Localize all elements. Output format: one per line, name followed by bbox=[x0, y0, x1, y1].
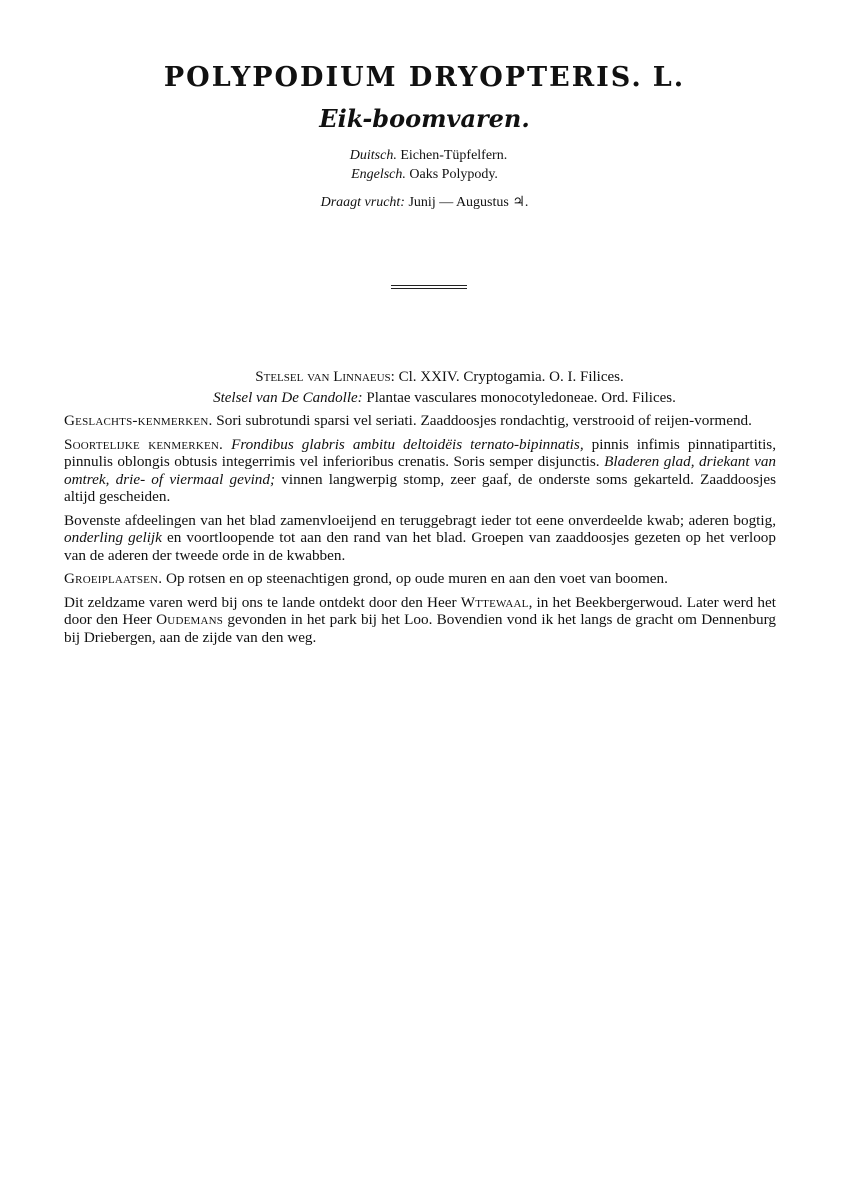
finder-name: Oudemans bbox=[156, 611, 224, 628]
discoverer-name: Wttewaal bbox=[460, 593, 529, 611]
habitat-text: Op rotsen en op steenachtigen grond, op oude muren en aan den voet van boomen. bbox=[166, 570, 668, 587]
english-name-line bbox=[0, 167, 849, 183]
english-label: Engelsch. bbox=[351, 167, 406, 182]
german-label: Duitsch. bbox=[349, 148, 397, 163]
german-name-line bbox=[0, 148, 849, 164]
english-name: Oaks Polypody. bbox=[409, 167, 498, 182]
decandolle-label: Stelsel van De Candolle: bbox=[213, 390, 363, 406]
fruiting-label: Draagt vrucht: bbox=[320, 195, 405, 210]
upper-text-italic: onderling gelijk bbox=[64, 529, 162, 546]
upper-text-b: en voortloopende tot aan den rand van het blad. Groepen van zaaddoosjes gezeten op het verloop van de aderen der tweede orde in de kwabben. bbox=[64, 529, 776, 564]
genus-label: Geslachts-kenmerken. bbox=[64, 412, 213, 429]
page-title bbox=[0, 62, 849, 93]
species-name: POLYPODIUM DRYOPTERIS. bbox=[163, 62, 643, 93]
linnaeus-system-line bbox=[0, 369, 849, 386]
discovery-text-c: gevonden in het park bij het Loo. Bovendien vond ik het langs de gracht om Dennenburg bij Driebergen, aan de zijde van den weg. bbox=[64, 611, 777, 646]
fruiting-line bbox=[0, 194, 849, 211]
genus-text: Sori subrotundi sparsi vel seriati. Zaaddoosjes rondachtig, verstrooid of reijen-vormend. bbox=[216, 412, 752, 429]
dutch-common-name: Eik-boomvaren. bbox=[319, 104, 530, 133]
decandolle-value: Plantae vasculares monocotyledoneae. Ord. Filices. bbox=[366, 390, 676, 406]
discovery-paragraph bbox=[64, 594, 776, 647]
decorative-divider bbox=[391, 285, 467, 289]
species-latin: pinnis infimis pinnatipartitis, pinnulis oblongis obtusis integerrimis vel inferioribus crenatis. Soris semper disjunctis. bbox=[64, 435, 776, 470]
species-dutch: vinnen langwerpig stomp, zeer gaaf, de onderste soms gekarteld. Zaaddoosjes altijd gescheiden. bbox=[64, 470, 776, 505]
habitat-paragraph bbox=[64, 570, 776, 588]
species-paragraph bbox=[64, 436, 776, 506]
upper-sections-paragraph bbox=[64, 512, 776, 565]
species-label: Soortelijke kenmerken. bbox=[64, 435, 224, 453]
german-name: Eichen-Tüpfelfern. bbox=[400, 148, 508, 163]
description-body bbox=[64, 412, 776, 652]
decandolle-system-line bbox=[0, 390, 849, 407]
genus-paragraph bbox=[64, 412, 776, 430]
species-latin-italic: Frondibus glabris ambitu deltoidëis ternato-bipinnatis, bbox=[231, 435, 584, 453]
author-abbreviation: L. bbox=[652, 62, 686, 93]
upper-text-a: Bovenste afdeelingen van het blad zamenvloeijend en teruggebragt ieder tot eene onverdeelde kwab; aderen bogtig, bbox=[64, 511, 776, 529]
species-dutch-italic: Bladeren glad, driekant van omtrek, drie- of viermaal gevind; bbox=[64, 453, 777, 488]
discovery-text-b: , in het Beekbergerwoud. Later werd het door den Heer bbox=[64, 593, 776, 628]
linnaeus-label: Stelsel van Linnaeus: bbox=[255, 369, 395, 385]
habitat-label: Groeiplaatsen. bbox=[64, 570, 163, 587]
fruiting-value: Junij — Augustus ♃. bbox=[408, 195, 529, 210]
linnaeus-value: Cl. XXIV. Cryptogamia. O. I. Filices. bbox=[398, 369, 624, 385]
discovery-text-a: Dit zeldzame varen werd bij ons te lande ontdekt door den Heer bbox=[64, 593, 457, 611]
